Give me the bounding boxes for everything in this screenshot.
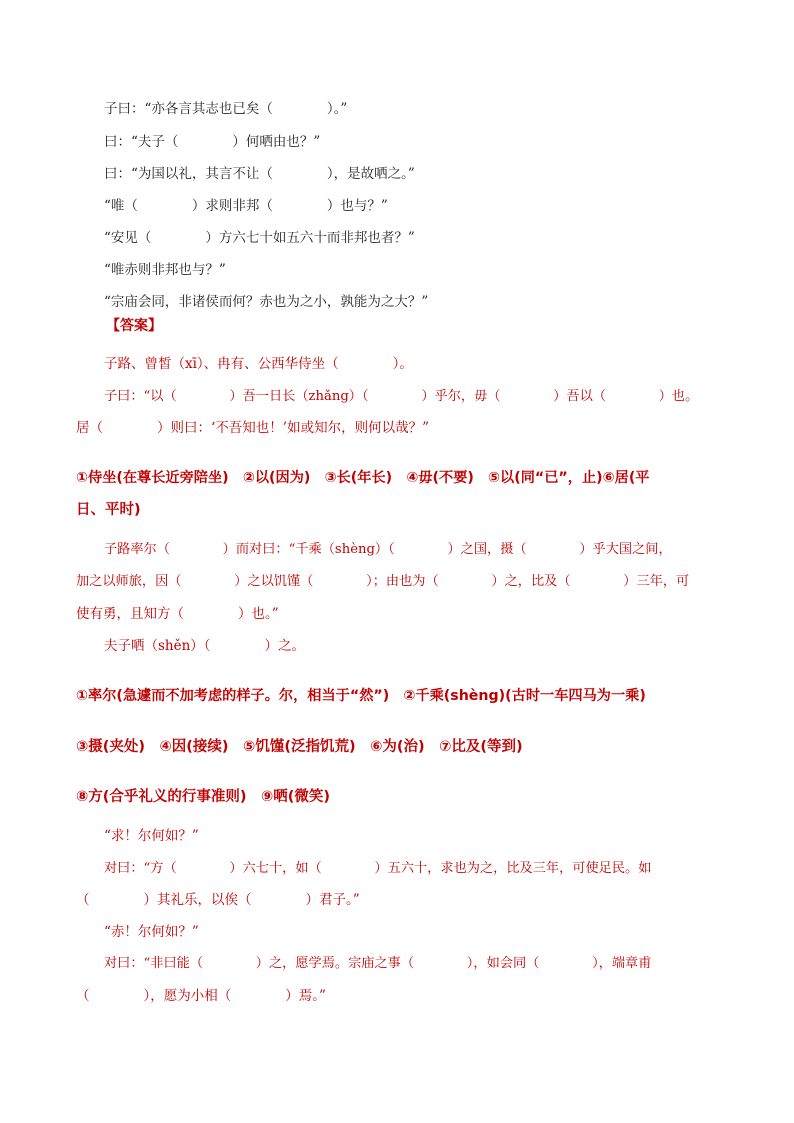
question-line: “唯（ ）求则非邦（ ）也与？”: [104, 198, 388, 214]
answer-line: ①侍坐(在尊长近旁陪坐) ②以(因为) ③长(年长) ④毋(不要) ⑤以(同“已”，止)⑥居(平: [76, 470, 650, 486]
passage-line: “赤！尔何如？”: [104, 924, 199, 940]
passage-line: 加之以师旅，因（ ）之以饥馑（ ）；由也为（ ）之，比及（ ）三年，可: [76, 574, 690, 589]
passage-line: 子路、曾皙（xī）、冉有、公西华侍坐（ ）。: [104, 356, 413, 372]
passage-line: 使有勇，且知方（ ）也。”: [76, 606, 279, 622]
passage-line: 子路率尔（ ）而对曰：“千乘（shèng）（ ）之国，摄（ ）乎大国之间，: [104, 542, 672, 557]
passage-line: “求！尔何如？”: [104, 828, 199, 844]
question-line: “唯赤则非邦也与？”: [104, 262, 226, 278]
question-line: “安见（ ）方六七十如五六十而非邦也者？”: [104, 230, 415, 246]
passage-line: 子曰：“以（ ）吾一日长（zhǎng）（ ）乎尔，毋（ ）吾以（ ）也。: [104, 389, 699, 404]
passage-line: 对曰：“非曰能（ ）之，愿学焉。宗庙之事（ ），如会同（ ），端章甫: [104, 956, 652, 971]
question-line: 子曰：“亦各言其志也已矣（ ）。”: [104, 101, 348, 117]
answer-line: 日、平时): [76, 502, 141, 518]
question-line: 曰：“为国以礼，其言不让（ ），是故哂之。”: [104, 166, 415, 182]
passage-line: 对曰：“方（ ）六七十，如（ ）五六十，求也为之，比及三年，可使足民。如: [104, 861, 652, 876]
answer-line: ①率尔(急遽而不加考虑的样子。尔，相当于“然”) ②千乘(shèng)(古时一车四马为一乘): [76, 688, 646, 704]
answer-label: 【答案】: [106, 318, 162, 334]
passage-line: 居（ ）则曰：‘不吾知也！’如或知尔，则何以哉？”: [76, 420, 429, 436]
passage-line: （ ）其礼乐，以俟（ ）君子。”: [76, 892, 360, 908]
passage-line: （ ），愿为小相（ ）焉。”: [76, 988, 326, 1004]
passage-line: 夫子哂（shěn）（ ）之。: [104, 638, 306, 654]
question-line: 曰：“夫子（ ）何哂由也？”: [104, 134, 321, 150]
question-line: “宗庙会同，非诸侯而何？赤也为之小，孰能为之大？”: [104, 294, 429, 310]
answer-line: ⑧方(合乎礼义的行事准则) ⑨哂(微笑): [76, 789, 331, 805]
answer-line: ③摄(夹处) ④因(接续) ⑤饥馑(泛指饥荒) ⑥为(治) ⑦比及(等到): [76, 739, 523, 755]
